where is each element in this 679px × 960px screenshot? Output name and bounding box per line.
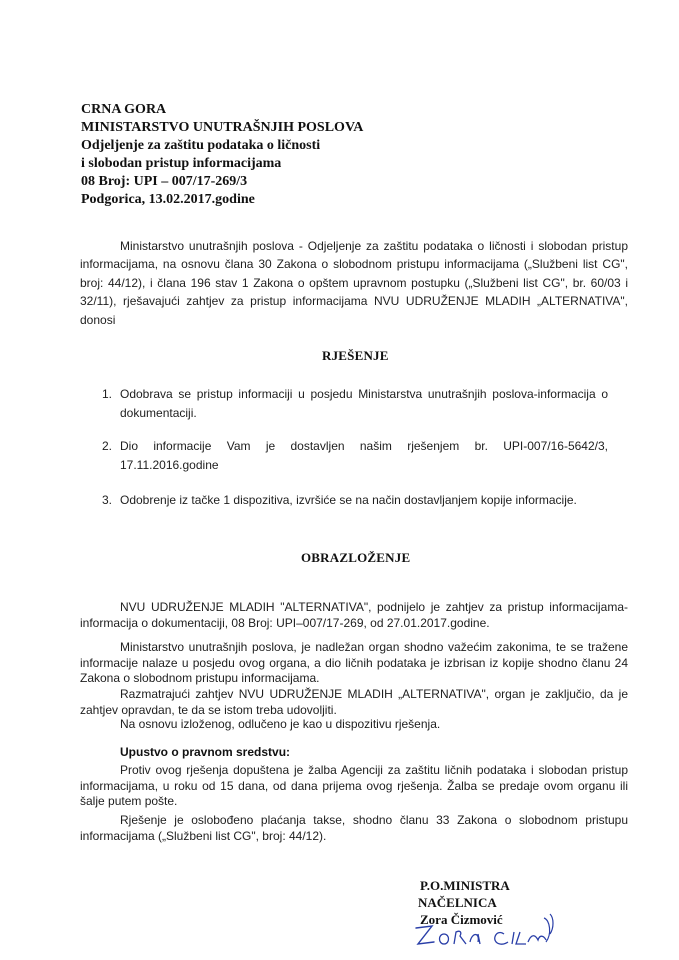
decision-item-text: Odobrenje iz tačke 1 dispozitiva, izvršiće se na način dostavljanjem kopije informacije. xyxy=(120,493,577,507)
reasoning-title: OBRAZLOŽENJE xyxy=(301,550,411,565)
header-country: CRNA GORA xyxy=(81,102,167,117)
header-ministry: MINISTARSTVO UNUTRAŠNJIH POSLOVA xyxy=(81,120,364,135)
remedy-title: Upustvo o pravnom sredstvu: xyxy=(120,745,291,759)
decision-item-text: Odobrava se pristup informaciji u posjedu Ministarstva unutrašnjih poslova-informacija o dokumentaciji. xyxy=(120,387,608,420)
signature-stroke xyxy=(495,933,508,945)
signature-stroke xyxy=(470,934,480,944)
header-department: Odjeljenje za zaštitu podataka o ličnosti xyxy=(81,138,321,153)
decision-title: RJEŠENJE xyxy=(322,348,389,363)
header-reference-number: 08 Broj: UPI – 007/17-269/3 xyxy=(81,174,248,189)
signature-stroke xyxy=(440,934,449,944)
header-department-cont: i slobodan pristup informacijama xyxy=(81,156,282,171)
signature-title: P.O.MINISTRA xyxy=(420,878,510,893)
reasoning-paragraph: Ministarstvo unutrašnjih poslova, je nadležan organ shodno važećim zakonima, te se tražene informacije nalaze u posjedu ovog organa, a dio ličnih podataka je izbrisan iz kopije shodno članu 24 Zakona o slobodnom pristupu informacijama. xyxy=(80,640,628,685)
signature-stroke xyxy=(454,931,466,944)
reasoning-paragraph: Na osnovu izloženog, odlučeno je kao u dispozitivu rješenja. xyxy=(120,717,441,731)
handwritten-signature xyxy=(408,904,558,954)
signatory-name: Zora Čizmović xyxy=(420,912,503,927)
document-header xyxy=(81,101,363,209)
header-date: Podgorica, 13.02.2017.godine xyxy=(81,192,255,207)
decision-item-number: 3. xyxy=(102,493,113,507)
decision-item-number: 2. xyxy=(102,439,113,453)
decision-item xyxy=(102,385,612,425)
decision-item xyxy=(102,491,612,511)
decision-item-text: Dio informacije Vam je dostavljen našim rješenjem br. UPI-007/16-5642/3, 17.11.2016.godine xyxy=(120,439,608,472)
signature-position: NAČELNICA xyxy=(418,895,497,910)
decision-item-number: 1. xyxy=(102,387,113,401)
decision-item xyxy=(102,437,612,477)
remedy-paragraph: Protiv ovog rješenja dopuštena je žalba Agenciji za zaštitu ličnih podataka i slobodan pristup informacijama, u roku od 15 dana, od dana prijema ovog rješenja. Žalba se predaje ovom organu ili šalje putem pošte. xyxy=(80,763,628,808)
intro-paragraph: Ministarstvo unutrašnjih poslova - Odjeljenje za zaštitu podataka o ličnosti i slobodan pristup informacijama, na osnovu člana 30 Zakona o slobodnom pristupu informacijama („Službeni list CG", broj: 44/12), i člana 196 stav 1 Zakona o opštem upravnom postupku („Službeni list CG", br. 60/03 i 32/11), rješavajući zahtjev za pristup informacijama NVU UDRUŽENJE MLADIH „ALTERNATIVA", donosi xyxy=(80,239,628,327)
reasoning-paragraph: Razmatrajući zahtjev NVU UDRUŽENJE MLADIH „ALTERNATIVA", organ je zaključio, da je zahtjev opravdan, te da se istom treba udovoljiti. xyxy=(80,687,628,717)
reasoning-paragraph: NVU UDRUŽENJE MLADIH "ALTERNATIVA", podnijelo je zahtjev za pristup informacijama-informacija o dokumentaciji, 08 Broj: UPI–007/17-269, od 27.01.2017.godine. xyxy=(80,600,628,630)
signature-stroke xyxy=(416,926,434,944)
remedy-paragraph: Rješenje je oslobođeno plaćanja takse, shodno članu 33 Zakona o slobodnom pristupu informacijama („Službeni list CG", broj: 44/12). xyxy=(80,813,628,843)
signature-stroke xyxy=(512,932,546,944)
